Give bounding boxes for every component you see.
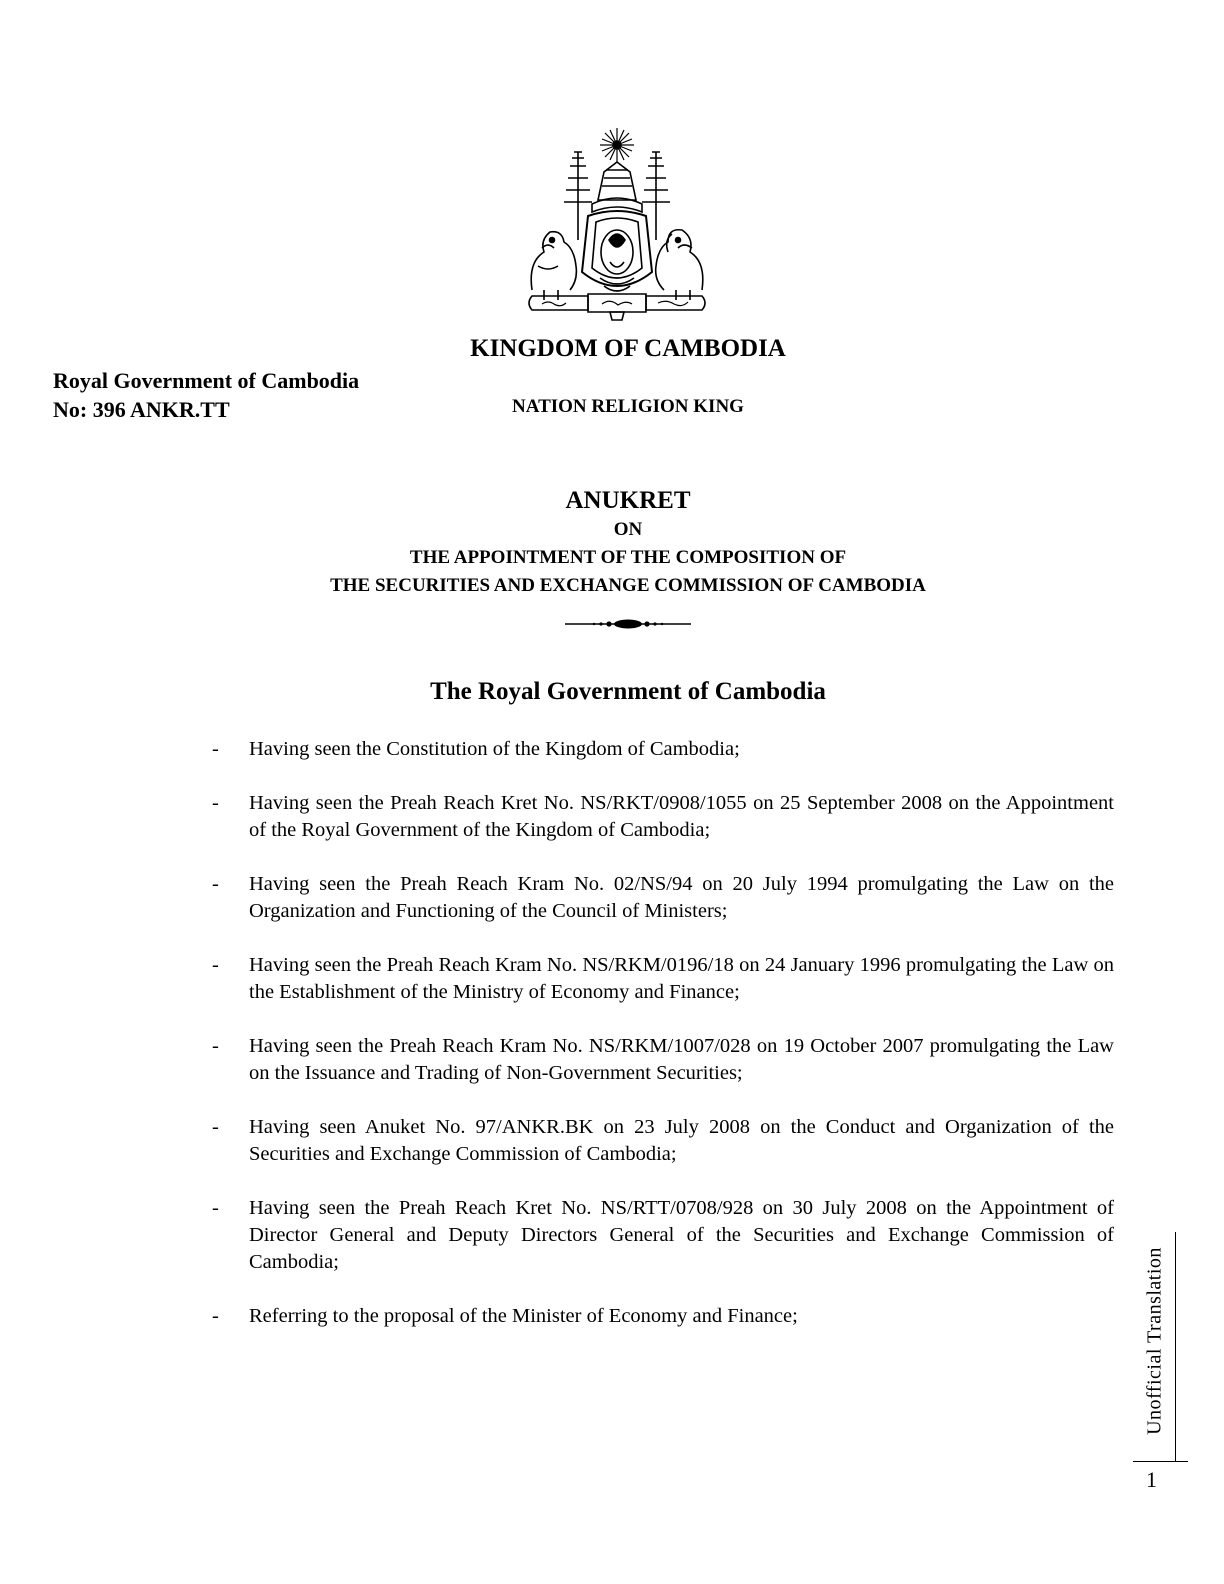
clause-text: Having seen the Preah Reach Kram No. NS/RKM/1007/028 on 19 October 2007 promulgating the Law on the Issuance and Trading of Non-Government Securities;	[249, 1035, 1114, 1084]
clause-text: Having seen the Preah Reach Kret No. NS/RKT/0908/1055 on 25 September 2008 on the Appointment of the Royal Government of the Kingdom of Cambodia;	[249, 792, 1114, 841]
title-on: ON	[613, 519, 643, 540]
issuer-name: Royal Government of Cambodia	[53, 368, 360, 393]
list-item	[212, 1195, 1114, 1276]
unofficial-translation-note	[1140, 1235, 1170, 1447]
list-item	[212, 1114, 1114, 1168]
bullet-dash: -	[212, 1305, 219, 1327]
list-item	[212, 790, 1114, 844]
preamble-heading: The Royal Government of Cambodia	[430, 678, 826, 705]
clause-text: Having seen the Constitution of the Kingdom of Cambodia;	[249, 738, 740, 760]
list-item	[212, 952, 1114, 1006]
clause-text: Having seen the Preah Reach Kram No. NS/RKM/0196/18 on 24 January 1996 promulgating the Law on the Establishment of the Ministry of Economy and Finance;	[249, 954, 1114, 1003]
title-anukret: ANUKRET	[565, 487, 691, 514]
clause-text: Referring to the proposal of the Minister of Economy and Finance;	[249, 1305, 798, 1327]
kingdom-title: KINGDOM OF CAMBODIA	[470, 335, 786, 362]
footer-vertical-rule	[1175, 1232, 1176, 1462]
list-item	[212, 1303, 1114, 1330]
list-item	[212, 871, 1114, 925]
page-number: 1	[1146, 1467, 1157, 1492]
national-motto: NATION RELIGION KING	[512, 396, 744, 417]
bullet-dash: -	[212, 1035, 219, 1057]
bullet-dash: -	[212, 738, 219, 760]
list-item	[212, 1033, 1114, 1087]
clause-text: Having seen the Preah Reach Kram No. 02/NS/94 on 20 July 1994 promulgating the Law on the Organization and Functioning of the Council of Ministers;	[249, 873, 1114, 922]
list-item	[212, 736, 1114, 763]
issuer-block	[53, 366, 359, 424]
bullet-dash: -	[212, 954, 219, 976]
clause-text: Having seen the Preah Reach Kret No. NS/RTT/0708/928 on 30 July 2008 on the Appointment of Director General and Deputy Directors General of the Securities and Exchange Commission of Cambodia;	[249, 1197, 1114, 1273]
bullet-dash: -	[212, 1116, 219, 1138]
bullet-dash: -	[212, 873, 219, 895]
side-note-text: Unofficial Translation	[1143, 1247, 1166, 1435]
bullet-dash: -	[212, 792, 219, 814]
bullet-dash: -	[212, 1197, 219, 1219]
document-title	[0, 486, 1224, 600]
decree-number: No: 396 ANKR.TT	[53, 397, 230, 422]
ornamental-divider	[565, 617, 691, 631]
preamble-clauses	[212, 736, 1114, 1357]
clause-text: Having seen Anuket No. 97/ANKR.BK on 23 July 2008 on the Conduct and Organization of the Securities and Exchange Commission of Cambodia;	[249, 1116, 1114, 1165]
royal-coat-of-arms-icon	[518, 122, 716, 322]
title-line-1: THE APPOINTMENT OF THE COMPOSITION OF	[409, 547, 847, 568]
footer-horizontal-rule	[1133, 1461, 1188, 1462]
title-line-2: THE SECURITIES AND EXCHANGE COMMISSION OF CAMBODIA	[330, 575, 926, 596]
